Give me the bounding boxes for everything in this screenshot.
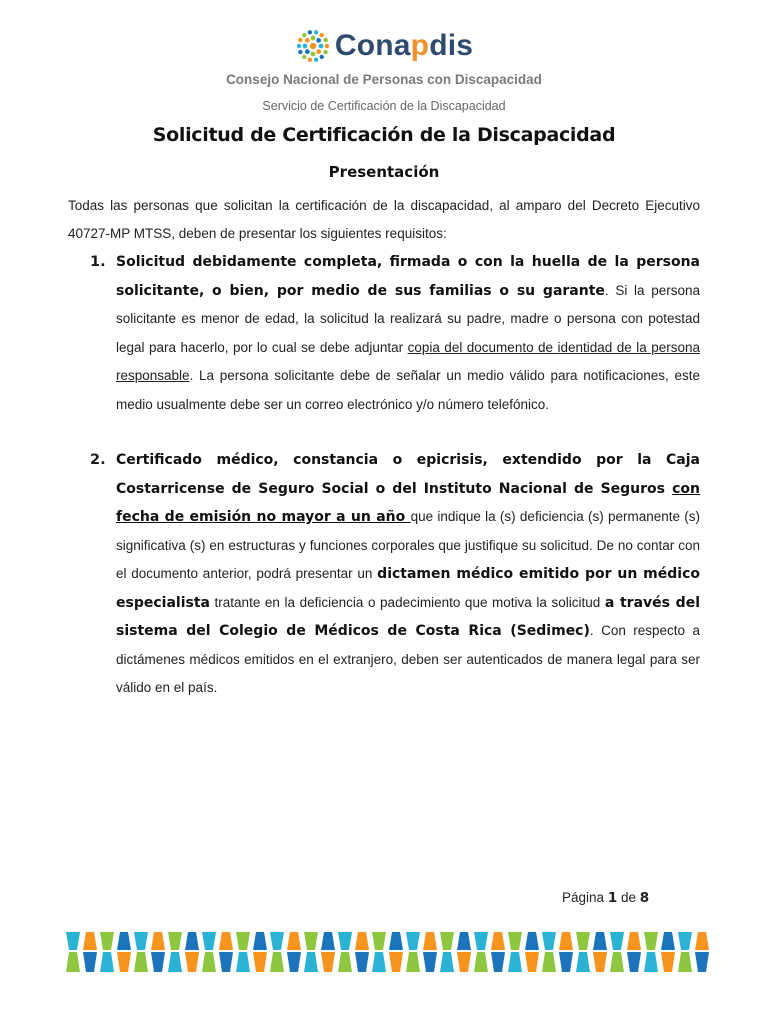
conapdis-logo: [295, 28, 473, 64]
organization-name: Consejo Nacional de Personas con Discapacidad: [226, 72, 542, 87]
document-title: Solicitud de Certificación de la Discapacidad: [152, 124, 616, 146]
logo-wordmark: Conapdis: [334, 29, 474, 62]
logo-row: [0, 28, 768, 68]
intro-paragraph: Todas las personas que solicitan la certificación de la discapacidad, al amparo del Decreto Ejecutivo 40727-MP MTSS, deben de presentar los siguientes requisitos:: [68, 198, 700, 241]
requirement-item: [68, 446, 700, 703]
list-number: 1.: [90, 254, 106, 270]
flower-logo-icon: [295, 28, 331, 64]
requirement-text: Certificado médico, constancia o epicrisis, extendido por la Caja Costarricense de Seguro Social o del Instituto Nacional de Seguros con fecha de emisión no mayor a un año que indique la (s) deficiencia (s) permanente (s) significativa (s) en estructuras y funciones corporales que justifique su solicitud. De no contar con el documento anterior, podrá presentar un dictamen médico emitido por un médico especialista tratante en la deficiencia o padecimiento que motiva la solicitud a través del sistema del Colegio de Médicos de Costa Rica (Sedimec). Con respecto a dictámenes médicos emitidos en el extranjero, deben ser autenticados de manera legal para ser válido en el país.: [116, 452, 700, 695]
section-subtitle: Presentación: [328, 163, 440, 181]
decorative-pattern-band: [66, 930, 714, 974]
requirement-item: [68, 248, 700, 419]
requirement-text: Solicitud debidamente completa, firmada o con la huella de la persona solicitante, o bien, por medio de sus familias o su garante. Si la persona solicitante es menor de edad, la solicitud la realizará su padre, madre o persona con potestad legal para hacerlo, por lo cual se debe adjuntar copia del documento de identidad de la persona responsable. La persona solicitante debe de señalar un medio válido para notificaciones, este medio usualmente debe ser un correo electrónico y/o número telefónico.: [116, 254, 701, 412]
list-number: 2.: [90, 452, 106, 468]
service-name: Servicio de Certificación de la Discapacidad: [262, 99, 506, 113]
page-number: Página 1 de 8: [562, 890, 650, 906]
